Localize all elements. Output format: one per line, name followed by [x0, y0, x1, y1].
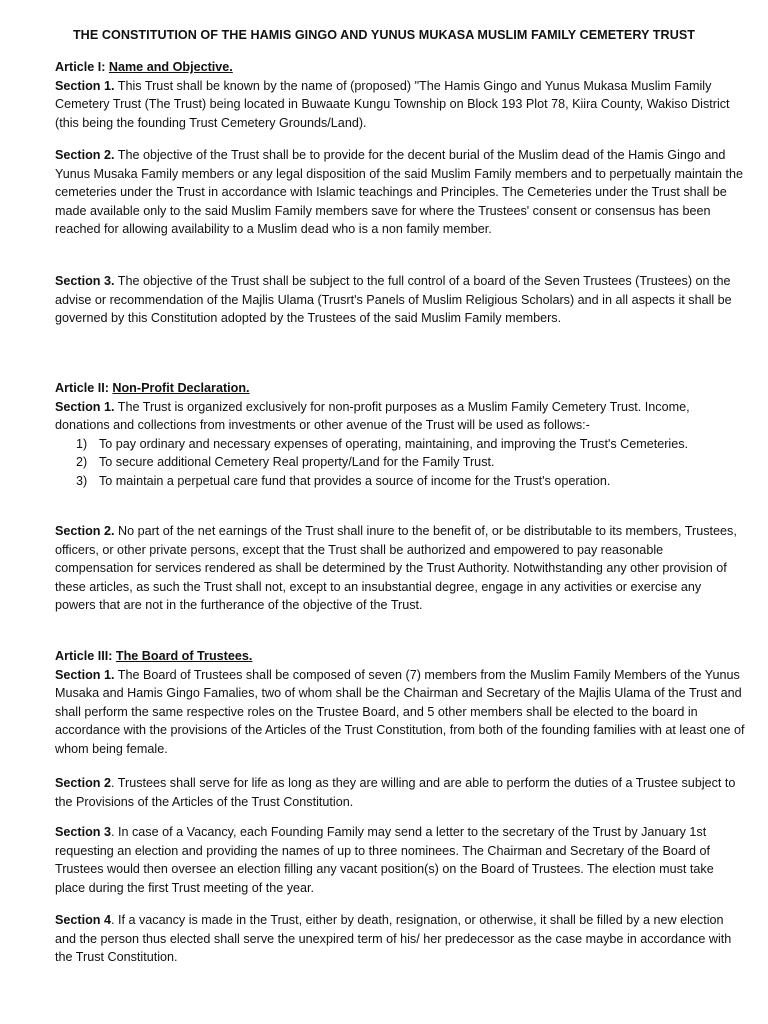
article-3: [55, 647, 745, 759]
article-1: [55, 58, 745, 132]
article-label: Article I:: [55, 60, 106, 74]
article-2-section-2: [55, 522, 745, 615]
list-number: 3): [76, 473, 88, 488]
list-item: [55, 435, 745, 454]
article-1-section-3: [55, 272, 745, 328]
list-text: To secure additional Cemetery Real property/Land for the Family Trust.: [99, 455, 495, 470]
purpose-list: [55, 435, 745, 491]
article-1-section-2: [55, 146, 745, 239]
article-title: The Board of Trustees.: [115, 649, 253, 663]
article-3-section-1: [55, 666, 745, 759]
section-label: Section 3.: [55, 274, 115, 288]
section-text: This Trust shall be known by the name of (proposed) "The Hamis Gingo and Yunus Mukasa Muslim Family Cemetery Trust (The Trust) being located in Buwaate Kungu Township on Block 193 Plot 78, Kiira County, Wakiso District (this being the founding Trust Cemetery Grounds/Land).: [55, 78, 730, 130]
section-label: Section 2: [55, 776, 111, 790]
article-3-section-3: [55, 823, 745, 897]
article-1-heading: [55, 58, 745, 77]
section-text: . In case of a Vacancy, each Founding Family may send a letter to the secretary of the Trust by January 1st requesting an election and providing the names of up to three nominees. The Chairman and Secretary of the Board of Trustees would then oversee an election filling any vacant position(s) on the Board of Trustees. The election must take place during the first Trust meeting of the year.: [55, 825, 714, 895]
article-3-section-2: [55, 774, 745, 811]
section-text: The Trust is organized exclusively for non-profit purposes as a Muslim Family Cemetery Trust. Income, donations and collections from investments or other avenue of the Trust will be used as follows:-: [55, 399, 690, 433]
article-3-heading: [55, 647, 745, 666]
document-title: THE CONSTITUTION OF THE HAMIS GINGO AND YUNUS MUKASA MUSLIM FAMILY CEMETERY TRUST: [72, 28, 696, 42]
section-label: Section 3: [55, 825, 111, 839]
article-title: Name and Objective.: [108, 60, 233, 74]
article-2-heading: [55, 379, 745, 398]
section-text: . If a vacancy is made in the Trust, either by death, resignation, or otherwise, it shall be filled by a new election and the person thus elected shall serve the unexpired term of his/ her predecessor as the case maybe in accordance with the Trust Constitution.: [55, 913, 732, 965]
section-text: No part of the net earnings of the Trust shall inure to the benefit of, or be distributable to its members, Trustees, officers, or other private persons, except that the Trust shall be authorized and empowered to pay reasonable compensation for services rendered as shall be determined by the Trust Authority. Notwithstanding any other provision of these articles, as such the Trust shall not, except to an insubstantial degree, engage in any activities or exercise any powers that are not in the furtherance of the objective of the Trust.: [55, 524, 737, 613]
section-label: Section 1.: [55, 399, 115, 414]
list-number: 2): [76, 455, 88, 470]
article-2: [55, 379, 745, 491]
article-1-section-1: [55, 77, 745, 133]
section-label: Section 2.: [55, 148, 115, 162]
article-title: Non-Profit Declaration.: [112, 381, 250, 395]
section-text: The Board of Trustees shall be composed of seven (7) members from the Muslim Family Members of the Yunus Musaka and Hamis Gingo Famalies, two of whom shall be the Chairman and Secretary of the Majlis Ulama of the Trust and shall perform the same respective roles on the Trustee Board, and 5 other members shall be elected to the board in accordance with the provisions of the Articles of the Trust Constitution, from both of the founding families with at least one of whom being female.: [55, 667, 745, 756]
section-text: The objective of the Trust shall be subject to the full control of a board of the Seven Trustees (Trustees) on the advise or recommendation of the Majlis Ulama (Trusrt's Panels of Muslim Religious Scholars) and in all aspects it shall be governed by this Constitution adopted by the Trustees of the said Muslim Family members.: [55, 274, 732, 326]
section-label: Section 2.: [55, 524, 115, 538]
list-item: [55, 472, 745, 491]
section-label: Section 1.: [55, 78, 115, 93]
article-label: Article II:: [55, 381, 109, 395]
list-item: [55, 453, 745, 472]
section-text: . Trustees shall serve for life as long as they are willing and are able to perform the duties of a Trustee subject to the Provisions of the Articles of the Trust Constitution.: [55, 776, 736, 809]
article-3-section-4: [55, 911, 745, 967]
article-2-section-1: [55, 398, 745, 435]
list-number: 1): [76, 436, 88, 451]
section-label: Section 1.: [55, 667, 115, 682]
section-text: The objective of the Trust shall be to provide for the decent burial of the Muslim dead of the Hamis Gingo and Yunus Musaka Family members or any legal disposition of the said Muslim Family members and to perpetually maintain the cemeteries under the Trust in accordance with Islamic teachings and Principles. The Cemeteries under the Trust shall be made available only to the said Muslim Family members save for where the Trustees' consent or consensus has been reached for allowing availability to a Muslim dead who is a non family member.: [55, 148, 744, 237]
list-text: To maintain a perpetual care fund that provides a source of income for the Trust's operation.: [99, 473, 611, 488]
article-label: Article III:: [55, 649, 113, 663]
list-text: To pay ordinary and necessary expenses of operating, maintaining, and improving the Trust's Cemeteries.: [99, 436, 689, 451]
section-label: Section 4: [55, 913, 111, 927]
